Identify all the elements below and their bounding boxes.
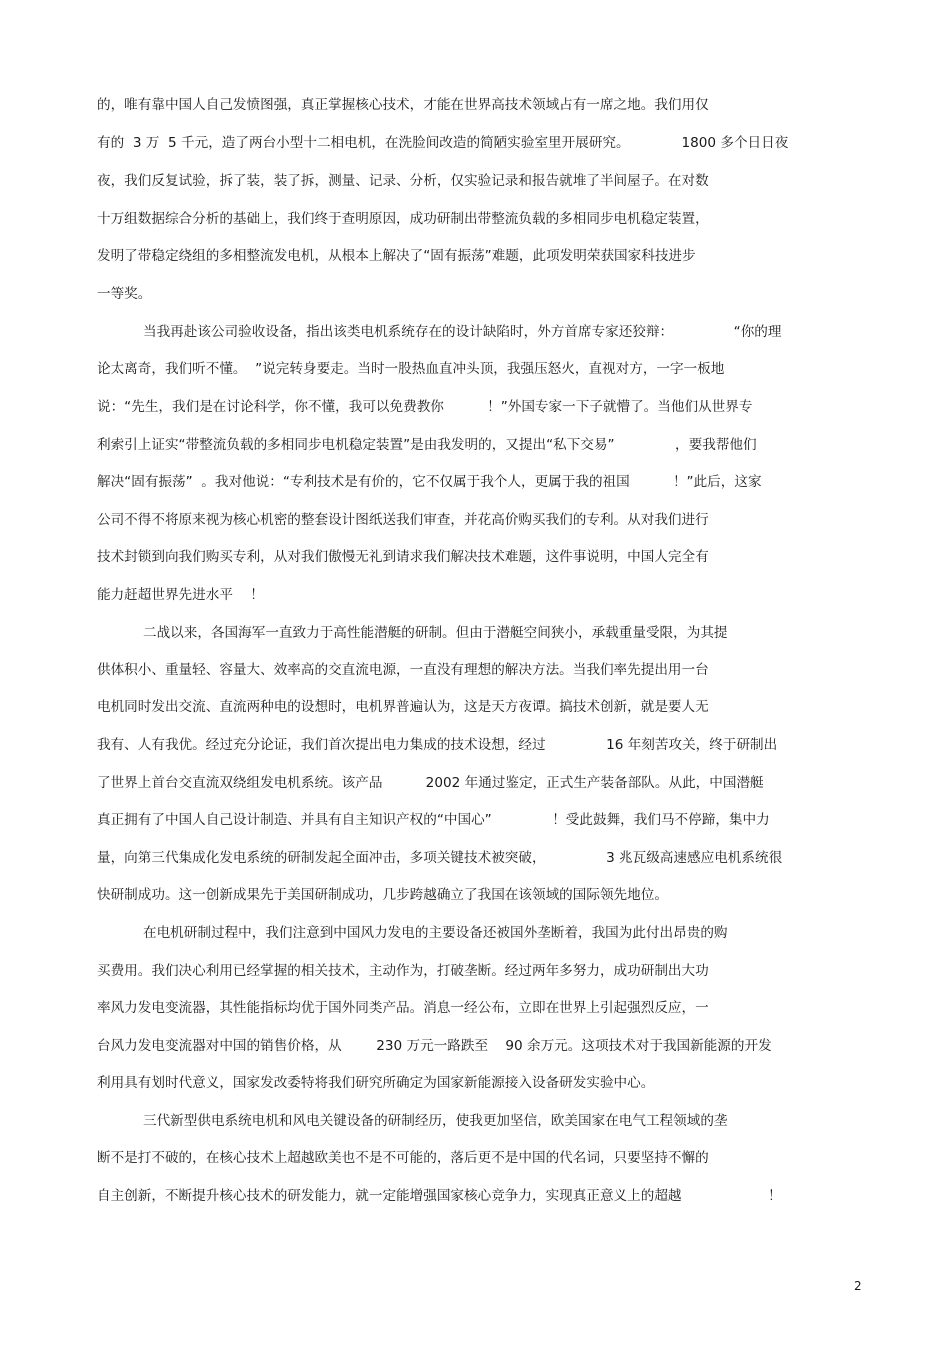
- text-line: 买费用。我们决心利用已经掌握的相关技术，主动作为，打破垄断。经过两年多努力，成功研制出大功: [97, 963, 709, 979]
- text-line: 三代新型供电系统电机和风电关键设备的研制经历，使我更加坚信，欧美国家在电气工程领域的垄: [143, 1113, 728, 1129]
- text-line: 十万组数据综合分析的基础上，我们终于查明原因，成功研制出带整流负载的多相同步电机稳定装置，: [97, 211, 709, 227]
- text-line: 论太离奇，我们听不懂。 ”说完转身要走。当时一股热血直冲头顶，我强压怒火，直视对方，一字一板地: [97, 361, 725, 377]
- text-line: 二战以来，各国海军一直致力于高性能潜艇的研制。但由于潜艇空间狭小，承载重量受限，为其提: [143, 625, 728, 641]
- text-line: 快研制成功。这一创新成果先于美国研制成功，几步跨越确立了我国在该领域的国际领先地位。: [97, 887, 668, 903]
- text-line: 一等奖。: [97, 286, 152, 302]
- page-number: 2: [854, 1279, 862, 1293]
- text-line: 我有、人有我优。经过充分论证，我们首次提出电力集成的技术设想，经过 16 年刻苦攻关，终于研制出: [97, 737, 778, 753]
- text-line: 发明了带稳定绕组的多相整流发电机，从根本上解决了“固有振荡”难题，此项发明荣获国家科技进步: [97, 248, 696, 264]
- text-line: 有的 3 万 5 千元，造了两台小型十二相电机，在洗脸间改造的简陋实验室里开展研究。 1800 多个日日夜: [97, 135, 789, 151]
- text-line: 技术封锁到向我们购买专利，从对我们傲慢无礼到请求我们解决技术难题，这件事说明，中国人完全有: [97, 549, 709, 565]
- text-line: 当我再赴该公司验收设备，指出该类电机系统存在的设计缺陷时，外方首席专家还狡辩： “你的理: [143, 324, 782, 340]
- text-line: 利用具有划时代意义，国家发改委特将我们研究所确定为国家新能源接入设备研发实验中心。: [97, 1075, 655, 1091]
- text-line: 真正拥有了中国人自己设计制造、并具有自主知识产权的“中国心” ！受此鼓舞，我们马不停蹄，集中力: [97, 812, 770, 828]
- text-line: 能力赶超世界先进水平 ！: [97, 587, 264, 603]
- text-line: 量，向第三代集成化发电系统的研制发起全面冲击，多项关键技术被突破， 3 兆瓦级高速感应电机系统很: [97, 850, 783, 866]
- text-line: 在电机研制过程中，我们注意到中国风力发电的主要设备还被国外垄断着，我国为此付出昂贵的购: [143, 925, 728, 941]
- text-line: 率风力发电变流器，其性能指标均优于国外同类产品。消息一经公布，立即在世界上引起强烈反应，一: [97, 1000, 709, 1016]
- text-line: 电机同时发出交流、直流两种电的设想时，电机界普遍认为，这是天方夜谭。搞技术创新，就是要人无: [97, 699, 709, 715]
- text-line: 断不是打不破的，在核心技术上超越欧美也不是不可能的，落后更不是中国的代名词，只要坚持不懈的: [97, 1150, 709, 1166]
- text-line: 台风力发电变流器对中国的销售价格，从 230 万元一路跌至 90 余万元。这项技术对于我国新能源的开发: [97, 1038, 772, 1054]
- text-line: 自主创新，不断提升核心技术的研发能力，就一定能增强国家核心竞争力，实现真正意义上的超越 ！: [97, 1188, 782, 1204]
- text-line: 说：“先生，我们是在讨论科学，你不懂，我可以免费教你 ！”外国专家一下子就懵了。当他们从世界专: [97, 399, 753, 415]
- text-line: 利索引上证实“带整流负载的多相同步电机稳定装置”是由我发明的，又提出“私下交易” ，要我帮他们: [97, 437, 757, 453]
- text-line: 公司不得不将原来视为核心机密的整套设计图纸送我们审查，并花高价购买我们的专利。从对我们进行: [97, 512, 709, 528]
- text-line: 的，唯有靠中国人自己发愤图强，真正掌握核心技术，才能在世界高技术领域占有一席之地。我们用仅: [97, 97, 709, 113]
- text-line: 了世界上首台交直流双绕组发电机系统。该产品 2002 年通过鉴定，正式生产装备部队。从此，中国潜艇: [97, 775, 764, 791]
- text-line: 解决“固有振荡” 。我对他说：“专利技术是有价的，它不仅属于我个人，更属于我的祖国 ！”此后，这家: [97, 474, 762, 490]
- text-line: 夜，我们反复试验，拆了装，装了拆，测量、记录、分析，仅实验记录和报告就堆了半间屋子。在对数: [97, 173, 709, 189]
- text-line: 供体积小、重量轻、容量大、效率高的交直流电源，一直没有理想的解决方法。当我们率先提出用一台: [97, 662, 709, 678]
